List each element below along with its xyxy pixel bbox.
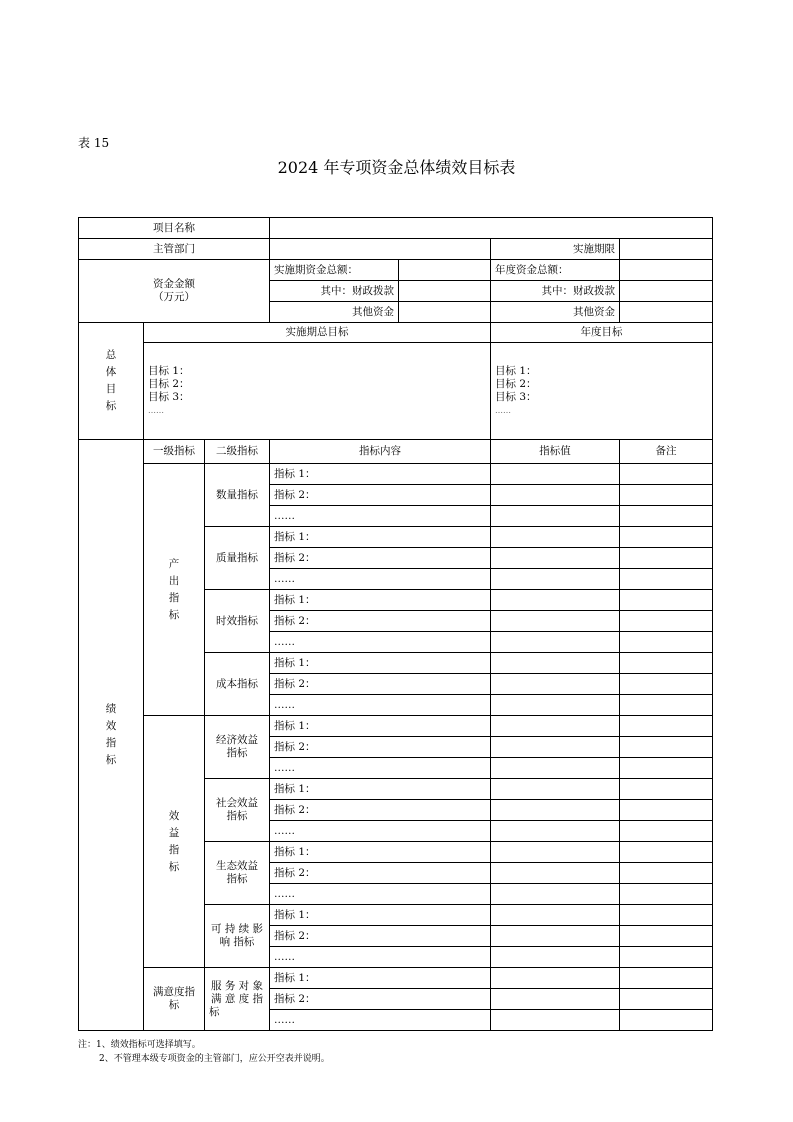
indicator-content[interactable]: …… xyxy=(270,821,491,842)
cost-indicator-label: 成本指标 xyxy=(205,653,270,716)
value-header: 指标值 xyxy=(491,440,620,464)
period-total-label: 实施期资金总额： xyxy=(270,260,399,281)
indicator-value[interactable] xyxy=(491,527,620,548)
indicator-value[interactable] xyxy=(491,1010,620,1031)
indicator-remark[interactable] xyxy=(620,968,713,989)
annual-fiscal-field[interactable] xyxy=(620,281,713,302)
indicator-value[interactable] xyxy=(491,779,620,800)
indicator-remark[interactable] xyxy=(620,779,713,800)
period-label: 实施期限 xyxy=(491,239,620,260)
annual-total-field[interactable] xyxy=(620,260,713,281)
indicator-remark[interactable] xyxy=(620,527,713,548)
indicator-value[interactable] xyxy=(491,968,620,989)
indicator-value[interactable] xyxy=(491,674,620,695)
social-benefit-label: 社会效益 指标 xyxy=(205,779,270,842)
fund-amount-label-cell xyxy=(79,260,270,323)
indicator-remark[interactable] xyxy=(620,737,713,758)
period-goal-header: 实施期总目标 xyxy=(144,323,491,343)
indicator-content[interactable]: 指标 1： xyxy=(270,653,491,674)
annual-total-label: 年度资金总额： xyxy=(491,260,620,281)
indicator-remark[interactable] xyxy=(620,506,713,527)
indicator-content[interactable]: 指标 2： xyxy=(270,611,491,632)
indicator-value[interactable] xyxy=(491,695,620,716)
indicator-content[interactable]: 指标 1： xyxy=(270,842,491,863)
quantity-indicator-label: 数量指标 xyxy=(205,464,270,527)
indicator-value[interactable] xyxy=(491,842,620,863)
footnotes xyxy=(78,1038,330,1066)
indicator-value[interactable] xyxy=(491,548,620,569)
indicator-content[interactable]: …… xyxy=(270,1010,491,1031)
indicator-remark[interactable] xyxy=(620,674,713,695)
indicator-remark[interactable] xyxy=(620,464,713,485)
period-fiscal-field[interactable] xyxy=(399,281,491,302)
indicator-remark[interactable] xyxy=(620,842,713,863)
footnote-1: 注：1、绩效指标可选择填写。 xyxy=(78,1040,201,1050)
period-fiscal-label: 其中：财政拨款 xyxy=(270,281,399,302)
indicator-remark[interactable] xyxy=(620,947,713,968)
indicator-content[interactable]: 指标 2： xyxy=(270,989,491,1010)
indicator-content[interactable]: 指标 1： xyxy=(270,527,491,548)
indicator-value[interactable] xyxy=(491,884,620,905)
indicator-remark[interactable] xyxy=(620,884,713,905)
indicator-content[interactable]: 指标 2： xyxy=(270,737,491,758)
indicator-content[interactable]: …… xyxy=(270,632,491,653)
indicator-value[interactable] xyxy=(491,863,620,884)
indicator-remark[interactable] xyxy=(620,1010,713,1031)
indicator-remark[interactable] xyxy=(620,800,713,821)
indicator-remark[interactable] xyxy=(620,632,713,653)
level1-header: 一级指标 xyxy=(144,440,205,464)
indicator-content[interactable]: 指标 2： xyxy=(270,674,491,695)
indicator-value[interactable] xyxy=(491,716,620,737)
indicator-content[interactable]: 指标 1： xyxy=(270,968,491,989)
department-label: 主管部门 xyxy=(79,239,270,260)
department-field[interactable] xyxy=(270,239,491,260)
indicator-value[interactable] xyxy=(491,737,620,758)
performance-goal-table xyxy=(78,217,713,1031)
indicator-value[interactable] xyxy=(491,569,620,590)
indicator-value[interactable] xyxy=(491,611,620,632)
indicator-content[interactable]: …… xyxy=(270,695,491,716)
indicator-value[interactable] xyxy=(491,926,620,947)
annual-goal-header: 年度目标 xyxy=(491,323,713,343)
period-field[interactable] xyxy=(620,239,713,260)
indicator-content[interactable]: …… xyxy=(270,506,491,527)
page-title: 2024 年专项资金总体绩效目标表 xyxy=(277,158,516,177)
indicator-content[interactable]: 指标 2： xyxy=(270,800,491,821)
indicator-value[interactable] xyxy=(491,905,620,926)
indicator-remark[interactable] xyxy=(620,905,713,926)
indicator-value[interactable] xyxy=(491,632,620,653)
benefit-indicator-label: 效 益 指 标 xyxy=(144,716,205,968)
indicator-value[interactable] xyxy=(491,989,620,1010)
indicator-content[interactable]: 指标 2： xyxy=(270,485,491,506)
indicator-content[interactable]: …… xyxy=(270,947,491,968)
indicator-remark[interactable] xyxy=(620,548,713,569)
indicator-value[interactable] xyxy=(491,485,620,506)
indicator-remark[interactable] xyxy=(620,611,713,632)
indicator-content[interactable]: 指标 2： xyxy=(270,863,491,884)
indicator-remark[interactable] xyxy=(620,716,713,737)
content-header: 指标内容 xyxy=(270,440,491,464)
table-number: 表 15 xyxy=(78,136,110,150)
period-other-field[interactable] xyxy=(399,302,491,323)
indicator-content[interactable]: 指标 1： xyxy=(270,779,491,800)
quality-indicator-label: 质量指标 xyxy=(205,527,270,590)
output-indicator-label: 产 出 指 标 xyxy=(144,464,205,716)
indicator-value[interactable] xyxy=(491,590,620,611)
indicator-content[interactable]: 指标 2： xyxy=(270,548,491,569)
project-name-label: 项目名称 xyxy=(79,218,270,239)
indicator-value[interactable] xyxy=(491,947,620,968)
indicator-content[interactable]: 指标 1： xyxy=(270,464,491,485)
indicator-value[interactable] xyxy=(491,800,620,821)
indicator-content[interactable]: 指标 1： xyxy=(270,716,491,737)
indicator-remark[interactable] xyxy=(620,485,713,506)
indicator-content[interactable]: 指标 1： xyxy=(270,905,491,926)
indicator-remark[interactable] xyxy=(620,989,713,1010)
indicator-value[interactable] xyxy=(491,653,620,674)
period-other-label: 其他资金 xyxy=(270,302,399,323)
indicator-remark[interactable] xyxy=(620,821,713,842)
fund-amount-label: 资金金额 xyxy=(153,278,195,290)
indicator-remark[interactable] xyxy=(620,695,713,716)
indicator-content[interactable]: …… xyxy=(270,884,491,905)
indicator-value[interactable] xyxy=(491,506,620,527)
indicator-remark[interactable] xyxy=(620,926,713,947)
performance-section-label: 绩 效 指 标 xyxy=(79,440,144,1031)
period-total-field[interactable] xyxy=(399,260,491,281)
economic-benefit-label: 经济效益 指标 xyxy=(205,716,270,779)
indicator-remark[interactable] xyxy=(620,758,713,779)
fund-unit-label: （万元） xyxy=(153,291,195,303)
sustainability-impact-label: 可 持 续 影 响 指标 xyxy=(205,905,270,968)
overall-goal-section-label: 总 体 目 标 xyxy=(79,323,144,440)
annual-other-label: 其他资金 xyxy=(491,302,620,323)
indicator-value[interactable] xyxy=(491,464,620,485)
indicator-remark[interactable] xyxy=(620,590,713,611)
indicator-content[interactable]: …… xyxy=(270,569,491,590)
indicator-content[interactable]: 指标 1： xyxy=(270,590,491,611)
remark-header: 备注 xyxy=(620,440,713,464)
ecological-benefit-label: 生态效益 指标 xyxy=(205,842,270,905)
indicator-remark[interactable] xyxy=(620,863,713,884)
period-goal-content[interactable]: 目标 1： 目标 2： 目标 3： …… xyxy=(144,343,491,440)
indicator-content[interactable]: 指标 2： xyxy=(270,926,491,947)
footnote-2: 2、不管理本级专项资金的主管部门，应公开空表并说明。 xyxy=(99,1054,330,1064)
timeliness-indicator-label: 时效指标 xyxy=(205,590,270,653)
project-name-field[interactable] xyxy=(270,218,713,239)
indicator-value[interactable] xyxy=(491,821,620,842)
satisfaction-indicator-label: 满意度指标 xyxy=(144,968,205,1031)
indicator-content[interactable]: …… xyxy=(270,758,491,779)
indicator-value[interactable] xyxy=(491,758,620,779)
annual-goal-content[interactable]: 目标 1： 目标 2： 目标 3： …… xyxy=(491,343,713,440)
annual-other-field[interactable] xyxy=(620,302,713,323)
indicator-remark[interactable] xyxy=(620,653,713,674)
service-target-satisfaction-label: 服 务 对 象 满 意 度 指 标 xyxy=(205,968,270,1031)
annual-fiscal-label: 其中：财政拨款 xyxy=(491,281,620,302)
indicator-remark[interactable] xyxy=(620,569,713,590)
level2-header: 二级指标 xyxy=(205,440,270,464)
